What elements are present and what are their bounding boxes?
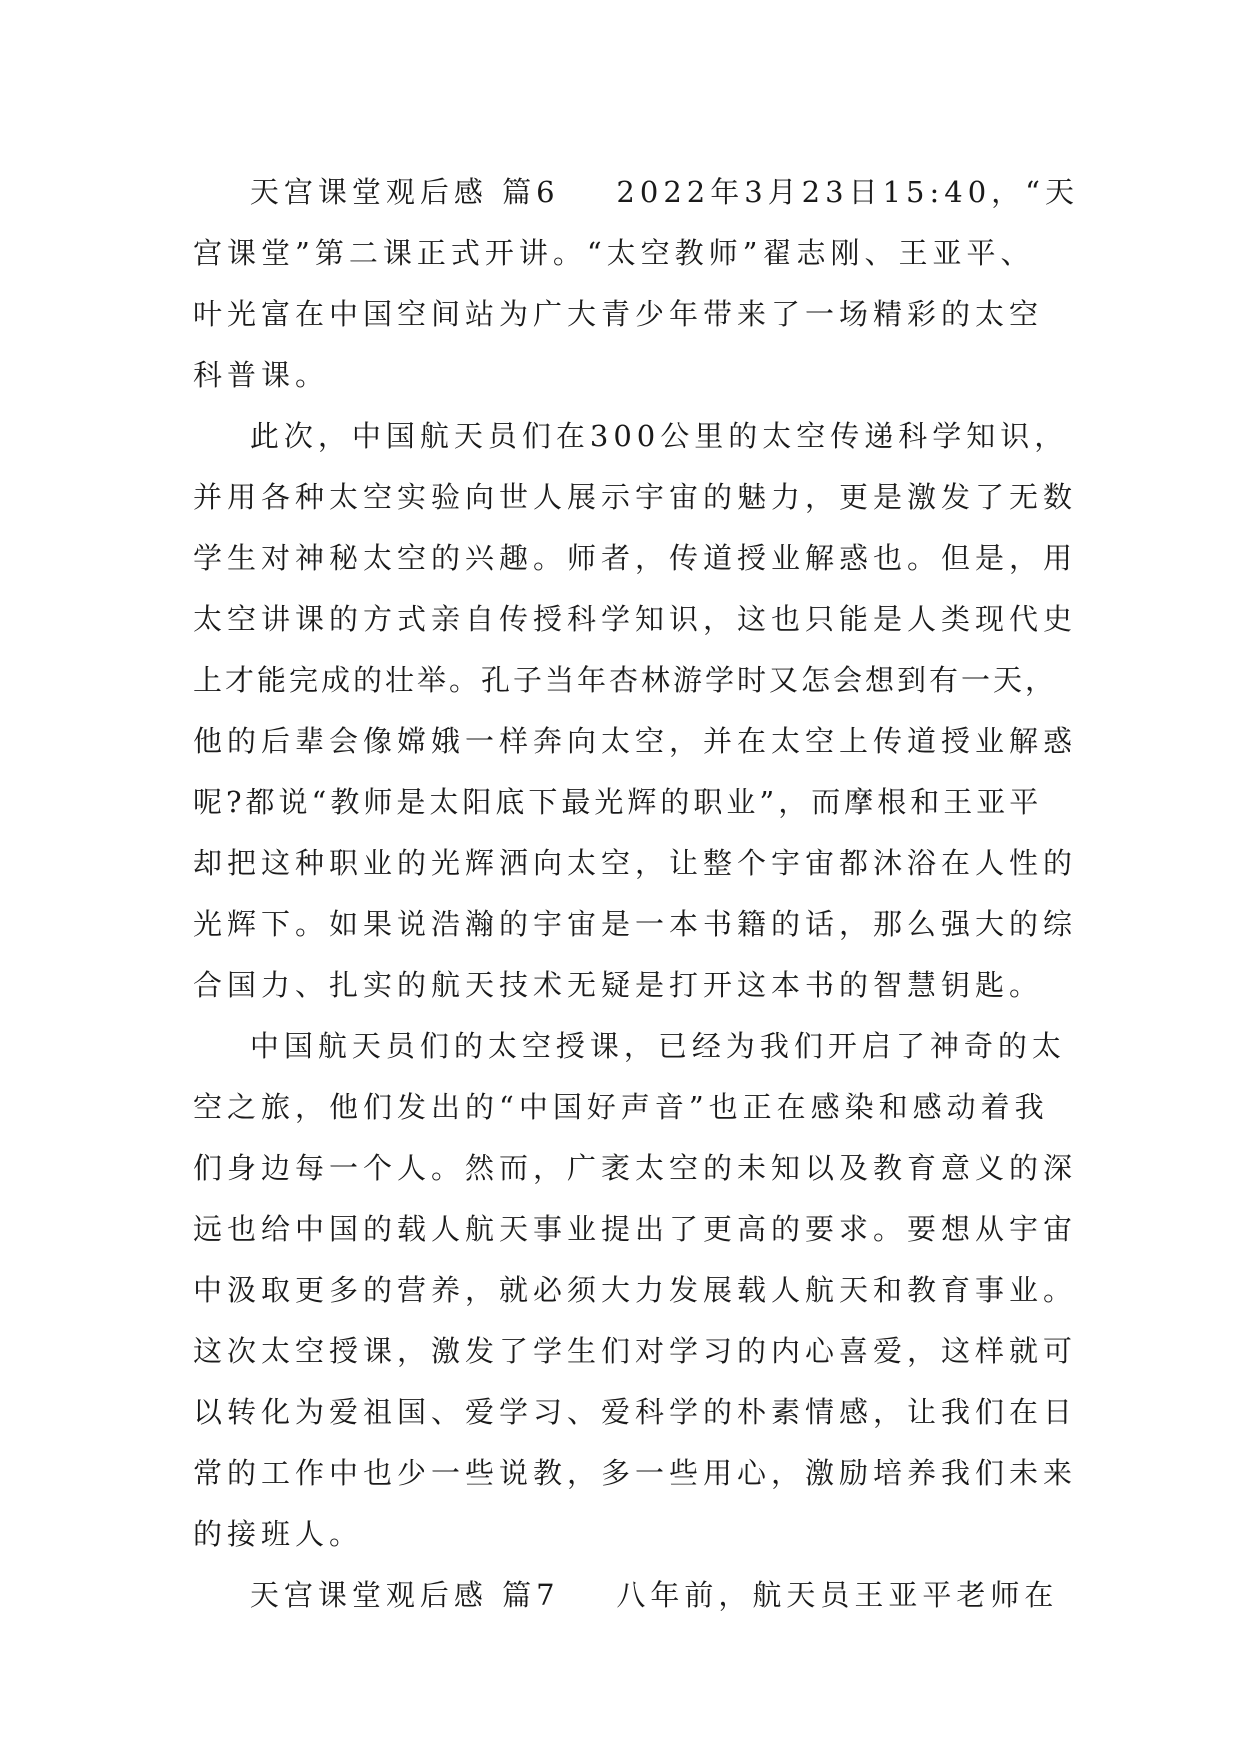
text-line: 却把这种职业的光辉洒向太空，让整个宇宙都沐浴在人性的 — [193, 846, 1078, 880]
text-line: 这次太空授课，激发了学生们对学习的内心喜爱，这样就可 — [193, 1334, 1078, 1368]
text-line: 科普课。 — [193, 358, 330, 392]
paragraph — [193, 406, 1078, 1016]
paragraph — [193, 1565, 1059, 1626]
text-line: 他的后辈会像嫦娥一样奔向太空，并在太空上传道授业解惑 — [193, 724, 1078, 758]
text-line: 宫课堂”第二课正式开讲。“太空教师”翟志刚、王亚平、 — [193, 236, 1035, 270]
text-line: 合国力、扎实的航天技术无疑是打开这本书的智慧钥匙。 — [193, 968, 1044, 1002]
text-line: 常的工作中也少一些说教，多一些用心，激励培养我们未来 — [193, 1456, 1078, 1490]
text-line: 叶光富在中国空间站为广大青少年带来了一场精彩的太空 — [193, 297, 1044, 331]
document-page — [193, 162, 1079, 1626]
text-line: 以转化为爱祖国、爱学习、爱科学的朴素情感，让我们在日 — [193, 1395, 1078, 1429]
text-line: 呢?都说“教师是太阳底下最光辉的职业”，而摩根和王亚平 — [193, 785, 1043, 819]
text-line: 天宫课堂观后感 篇7 八年前，航天员王亚平老师在 — [193, 1578, 1059, 1612]
paragraph — [193, 1016, 1078, 1565]
text-line: 上才能完成的壮举。孔子当年杏林游学时又怎会想到有一天， — [193, 663, 1058, 697]
text-line: 光辉下。如果说浩瀚的宇宙是一本书籍的话，那么强大的综 — [193, 907, 1078, 941]
text-line: 的接班人。 — [193, 1517, 364, 1551]
text-line: 远也给中国的载人航天事业提出了更高的要求。要想从宇宙 — [193, 1212, 1078, 1246]
text-line: 并用各种太空实验向世人展示宇宙的魅力，更是激发了无数 — [193, 480, 1078, 514]
text-line: 中汲取更多的营养，就必须大力发展载人航天和教育事业。 — [193, 1273, 1078, 1307]
text-line: 太空讲课的方式亲自传授科学知识，这也只能是人类现代史 — [193, 602, 1078, 636]
text-line: 空之旅，他们发出的“中国好声音”也正在感染和感动着我 — [193, 1090, 1049, 1124]
text-line: 们身边每一个人。然而，广袤太空的未知以及教育意义的深 — [193, 1151, 1078, 1185]
text-line: 学生对神秘太空的兴趣。师者，传道授业解惑也。但是，用 — [193, 541, 1078, 575]
text-line: 天宫课堂观后感 篇6 2022年3月23日15:40，“天 — [193, 175, 1079, 209]
text-line: 此次，中国航天员们在300公里的太空传递科学知识， — [193, 419, 1069, 453]
text-line: 中国航天员们的太空授课，已经为我们开启了神奇的太 — [193, 1029, 1066, 1063]
paragraph — [193, 162, 1079, 406]
